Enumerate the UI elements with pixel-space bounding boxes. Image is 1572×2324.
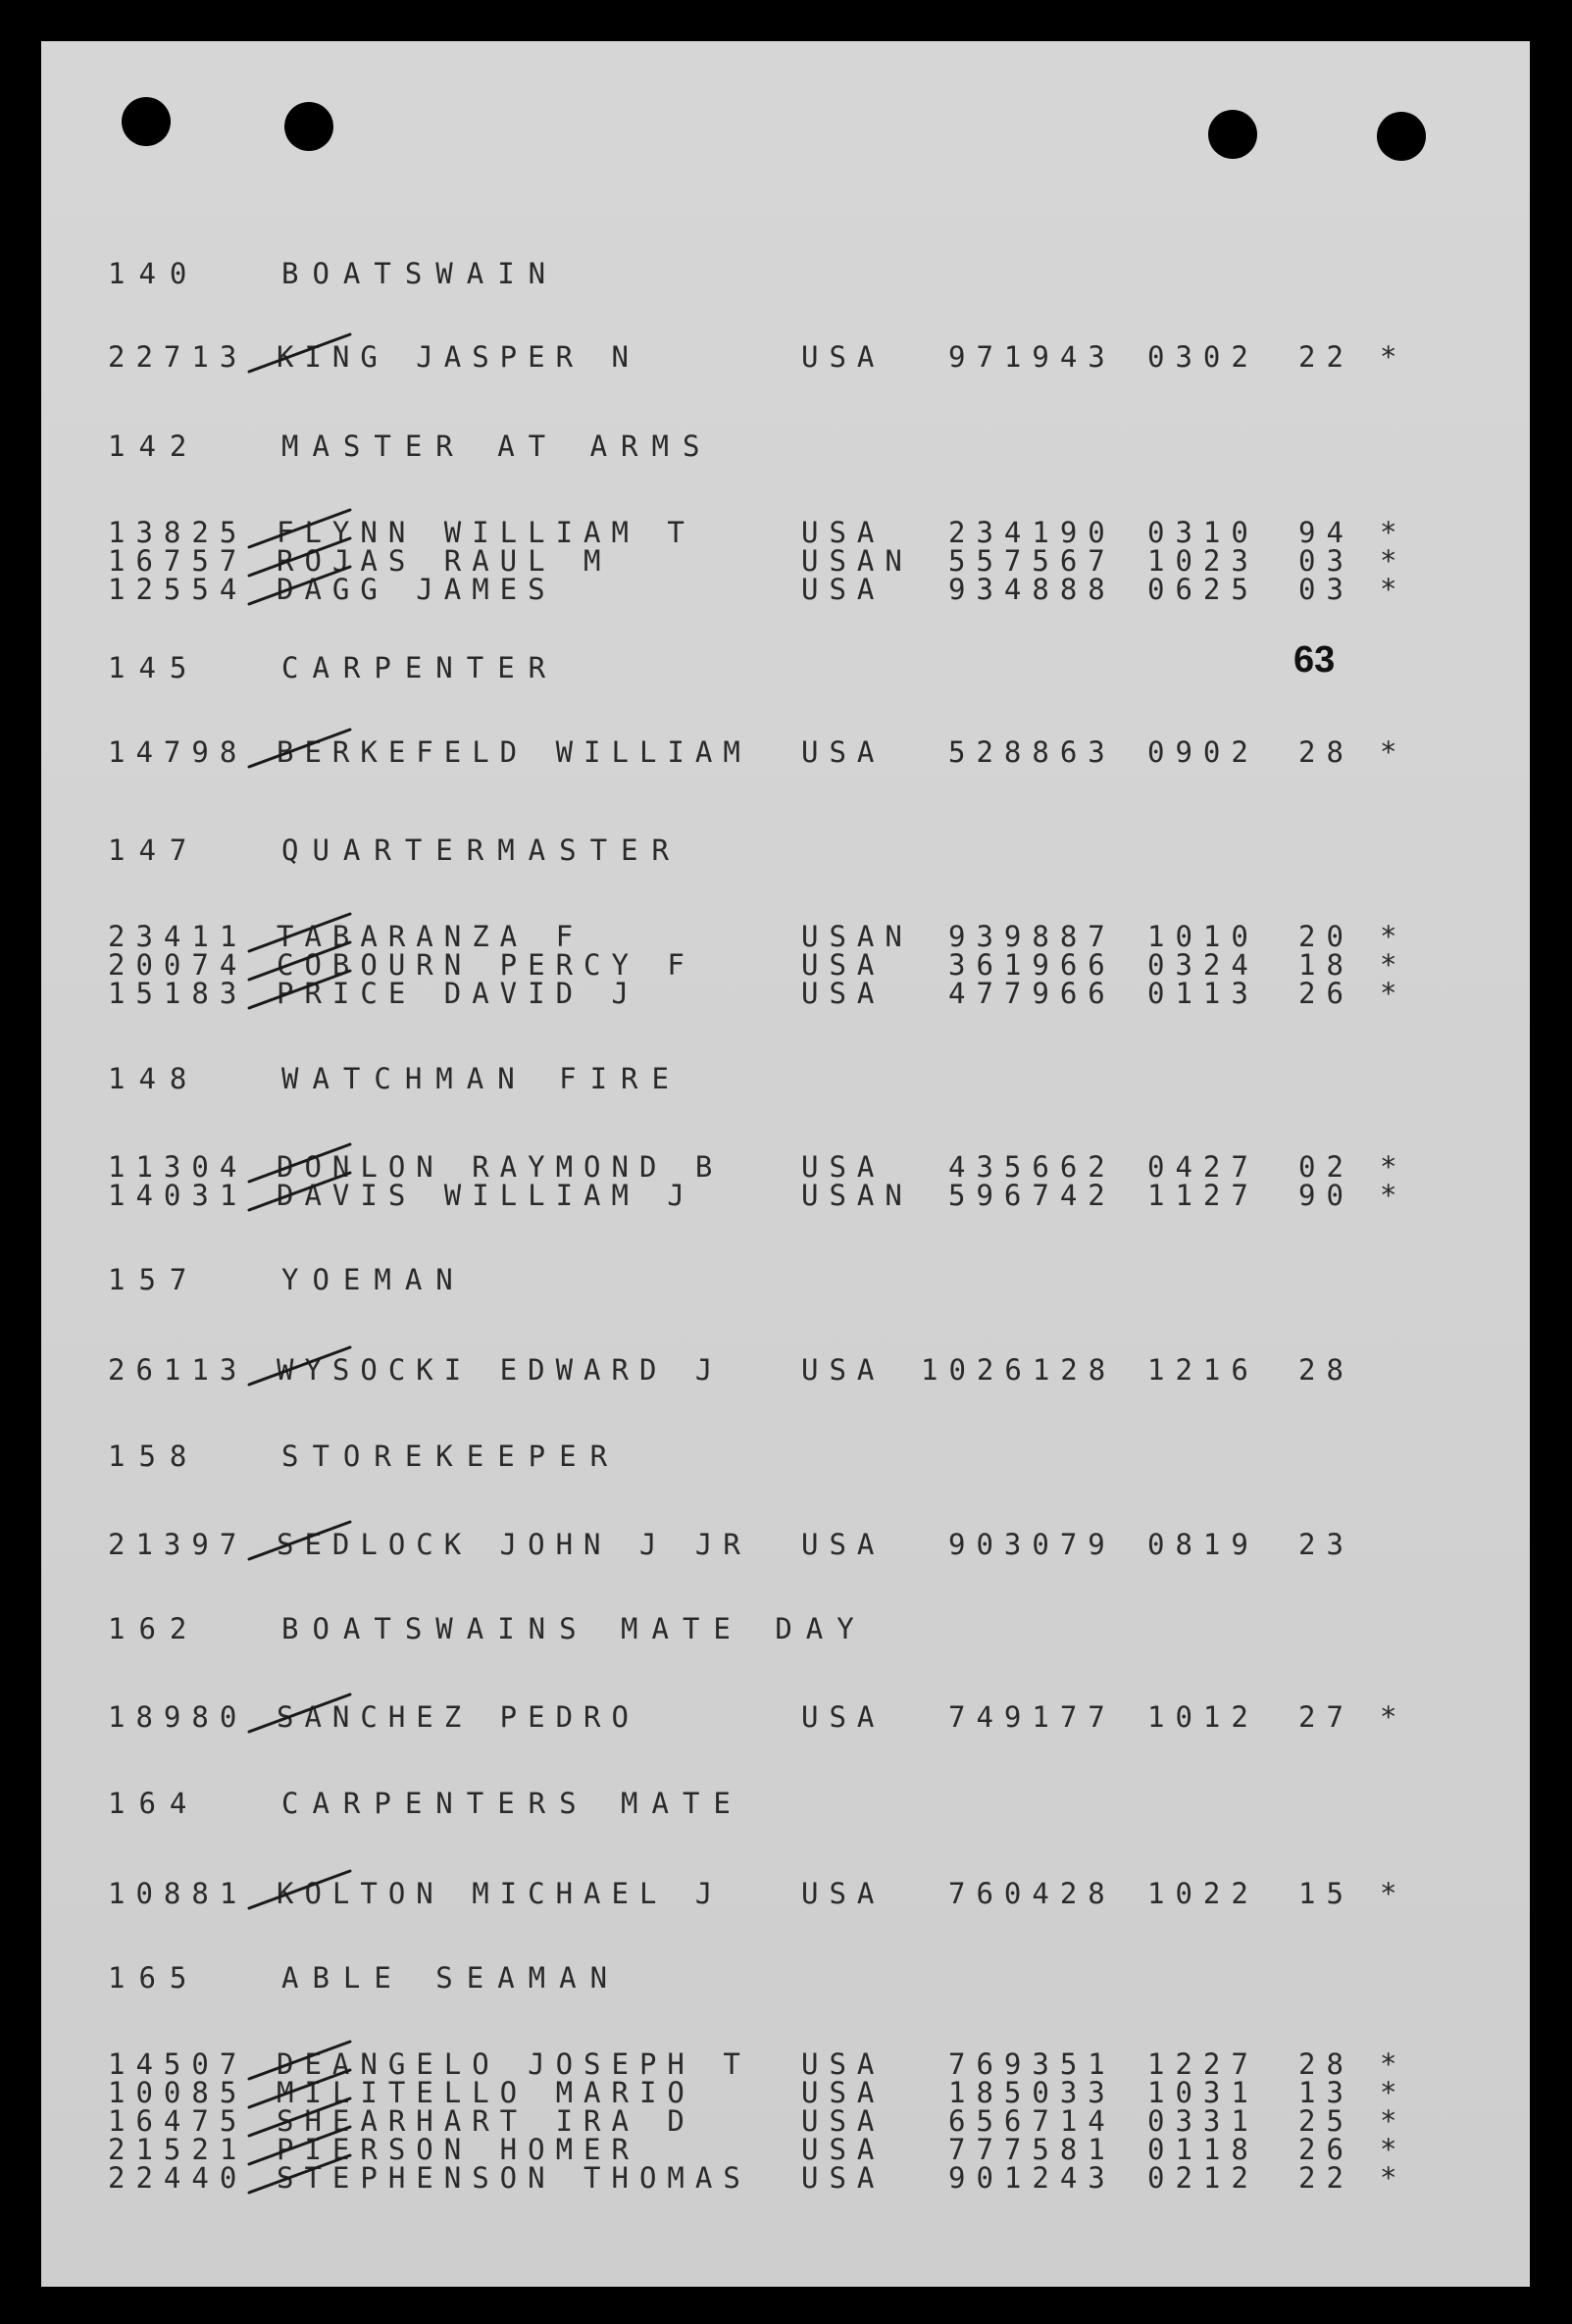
pen-check-mark	[249, 730, 350, 767]
entry-mark: *	[1380, 1150, 1408, 1184]
entry-number: 769351	[948, 2047, 1116, 2081]
pen-check-mark	[249, 1173, 350, 1210]
entry-id: 12554	[108, 573, 248, 606]
entry-age: 27	[1298, 1700, 1354, 1734]
entry-age: 90	[1298, 1179, 1354, 1212]
section-title: YOEMAN	[281, 1263, 467, 1296]
entry-date: 1010	[1147, 920, 1259, 953]
entry-number: 939887	[948, 920, 1116, 953]
entry-number: 185033	[948, 2076, 1116, 2109]
entry-name: SHEARHART IRA D	[277, 2104, 695, 2138]
pen-check-mark	[249, 2127, 350, 2164]
entry-age: 22	[1298, 2161, 1354, 2195]
section-title: QUARTERMASTER	[281, 834, 683, 867]
section-title: ABLE SEAMAN	[281, 1961, 622, 1995]
page-number-stamp: 63	[1293, 639, 1336, 681]
entry-mark: *	[1380, 544, 1408, 578]
entry-age: 28	[1298, 1353, 1354, 1387]
pen-check-mark	[249, 1871, 350, 1908]
entry-id: 26113	[108, 1353, 248, 1387]
entry-number: 1026128	[921, 1353, 1117, 1387]
entry-country: USA	[801, 1150, 886, 1184]
pen-check-mark	[249, 1694, 350, 1732]
entry-age: 20	[1298, 920, 1354, 953]
entry-age: 03	[1298, 573, 1354, 606]
entry-name: DONLON RAYMOND B	[277, 1150, 724, 1184]
entry-age: 22	[1298, 340, 1354, 374]
section-title: MASTER AT ARMS	[281, 429, 714, 463]
entry-country: USA	[801, 948, 886, 982]
entry-country: USAN	[801, 544, 913, 578]
entry-id: 18980	[108, 1700, 248, 1734]
entry-country: USA	[801, 516, 886, 549]
entry-age: 15	[1298, 1877, 1354, 1910]
entry-country: USA	[801, 2104, 886, 2138]
entry-name: SEDLOCK JOHN J JR	[277, 1528, 751, 1561]
entry-date: 0427	[1147, 1150, 1259, 1184]
entry-id: 23411	[108, 920, 248, 953]
entry-date: 0310	[1147, 516, 1259, 549]
entry-date: 1127	[1147, 1179, 1259, 1212]
entry-name: FLYNN WILLIAM T	[277, 516, 695, 549]
entry-date: 0118	[1147, 2133, 1259, 2166]
entry-age: 26	[1298, 977, 1354, 1010]
entry-age: 18	[1298, 948, 1354, 982]
entry-id: 21521	[108, 2133, 248, 2166]
entry-country: USAN	[801, 1179, 913, 1212]
pen-check-mark	[249, 334, 350, 372]
entry-name: TABARANZA F	[277, 920, 584, 953]
entry-id: 22440	[108, 2161, 248, 2195]
entry-name: DEANGELO JOSEPH T	[277, 2047, 751, 2081]
entry-age: 28	[1298, 735, 1354, 769]
entry-id: 14798	[108, 735, 248, 769]
entry-number: 596742	[948, 1179, 1116, 1212]
entry-mark: *	[1380, 2104, 1408, 2138]
pen-check-mark	[249, 2070, 350, 2107]
section-code: 164	[108, 1787, 201, 1820]
section-title: BOATSWAINS MATE DAY	[281, 1612, 868, 1645]
entry-name: BERKEFELD WILLIAM	[277, 735, 751, 769]
section-title: WATCHMAN FIRE	[281, 1062, 683, 1095]
entry-mark: *	[1380, 2076, 1408, 2109]
pen-check-mark	[249, 971, 350, 1008]
section-code: 147	[108, 834, 201, 867]
entry-id: 22713	[108, 340, 248, 374]
pen-check-mark	[249, 510, 350, 547]
document-page	[41, 41, 1530, 2287]
section-code: 162	[108, 1612, 201, 1645]
entry-name: COBOURN PERCY F	[277, 948, 695, 982]
pen-check-mark	[249, 2155, 350, 2193]
entry-age: 23	[1298, 1528, 1354, 1561]
entry-number: 361966	[948, 948, 1116, 982]
entry-number: 477966	[948, 977, 1116, 1010]
entry-age: 26	[1298, 2133, 1354, 2166]
entry-number: 777581	[948, 2133, 1116, 2166]
pen-check-mark	[249, 2098, 350, 2136]
entry-name: PRICE DAVID J	[277, 977, 639, 1010]
entry-country: USA	[801, 1528, 886, 1561]
entry-id: 16757	[108, 544, 248, 578]
entry-id: 15183	[108, 977, 248, 1010]
entry-mark: *	[1380, 948, 1408, 982]
entry-id: 14507	[108, 2047, 248, 2081]
entry-mark: *	[1380, 2133, 1408, 2166]
entry-mark: *	[1380, 1877, 1408, 1910]
entry-country: USA	[801, 1700, 886, 1734]
entry-name: STEPHENSON THOMAS	[277, 2161, 751, 2195]
pen-check-mark	[249, 1347, 350, 1385]
section-title: CARPENTERS MATE	[281, 1787, 744, 1820]
entry-country: USA	[801, 2047, 886, 2081]
entry-age: 28	[1298, 2047, 1354, 2081]
entry-id: 14031	[108, 1179, 248, 1212]
entry-id: 21397	[108, 1528, 248, 1561]
entry-number: 435662	[948, 1150, 1116, 1184]
entry-number: 971943	[948, 340, 1116, 374]
entry-name: WYSOCKI EDWARD J	[277, 1353, 724, 1387]
entry-name: SANCHEZ PEDRO	[277, 1700, 639, 1734]
entry-number: 903079	[948, 1528, 1116, 1561]
pen-check-mark	[249, 1522, 350, 1559]
entry-date: 1227	[1147, 2047, 1259, 2081]
entry-country: USA	[801, 1353, 886, 1387]
entry-number: 760428	[948, 1877, 1116, 1910]
entry-name: PIERSON HOMER	[277, 2133, 639, 2166]
entry-name: KOLTON MICHAEL J	[277, 1877, 724, 1910]
entry-country: USA	[801, 2076, 886, 2109]
entry-country: USA	[801, 2161, 886, 2195]
pen-check-mark	[249, 2042, 350, 2079]
entry-id: 11304	[108, 1150, 248, 1184]
entry-mark: *	[1380, 735, 1408, 769]
entry-name: DAVIS WILLIAM J	[277, 1179, 695, 1212]
section-code: 157	[108, 1263, 201, 1296]
entry-age: 13	[1298, 2076, 1354, 2109]
entry-date: 1216	[1147, 1353, 1259, 1387]
entry-number: 934888	[948, 573, 1116, 606]
entry-date: 0331	[1147, 2104, 1259, 2138]
entry-country: USA	[801, 977, 886, 1010]
section-title: CARPENTER	[281, 651, 560, 684]
section-title: BOATSWAIN	[281, 257, 560, 290]
entry-number: 749177	[948, 1700, 1116, 1734]
entry-id: 13825	[108, 516, 248, 549]
entry-date: 1022	[1147, 1877, 1259, 1910]
entry-mark: *	[1380, 2161, 1408, 2195]
entry-age: 03	[1298, 544, 1354, 578]
entry-id: 10881	[108, 1877, 248, 1910]
entry-number: 234190	[948, 516, 1116, 549]
pen-check-mark	[249, 567, 350, 604]
entry-name: ROJAS RAUL M	[277, 544, 612, 578]
entry-mark: *	[1380, 2047, 1408, 2081]
entry-name: KING JASPER N	[277, 340, 639, 374]
entry-age: 25	[1298, 2104, 1354, 2138]
entry-age: 02	[1298, 1150, 1354, 1184]
entry-date: 0113	[1147, 977, 1259, 1010]
entry-number: 528863	[948, 735, 1116, 769]
entry-country: USA	[801, 735, 886, 769]
entry-mark: *	[1380, 920, 1408, 953]
entry-number: 656714	[948, 2104, 1116, 2138]
entry-mark: *	[1380, 977, 1408, 1010]
entry-date: 1031	[1147, 2076, 1259, 2109]
entry-country: USA	[801, 2133, 886, 2166]
entry-date: 0302	[1147, 340, 1259, 374]
section-code: 145	[108, 651, 201, 684]
entry-date: 0819	[1147, 1528, 1259, 1561]
section-code: 140	[108, 257, 201, 290]
entry-country: USAN	[801, 920, 913, 953]
pen-check-mark	[249, 538, 350, 576]
section-code: 158	[108, 1440, 201, 1473]
entry-id: 20074	[108, 948, 248, 982]
entry-date: 0902	[1147, 735, 1259, 769]
entry-date: 0212	[1147, 2161, 1259, 2195]
entry-date: 0324	[1147, 948, 1259, 982]
section-code: 165	[108, 1961, 201, 1995]
entry-date: 1023	[1147, 544, 1259, 578]
entry-mark: *	[1380, 516, 1408, 549]
entry-mark: *	[1380, 573, 1408, 606]
entry-id: 10085	[108, 2076, 248, 2109]
entry-mark: *	[1380, 1700, 1408, 1734]
entry-id: 16475	[108, 2104, 248, 2138]
entry-date: 1012	[1147, 1700, 1259, 1734]
section-code: 142	[108, 429, 201, 463]
entry-age: 94	[1298, 516, 1354, 549]
section-code: 148	[108, 1062, 201, 1095]
entry-country: USA	[801, 340, 886, 374]
entry-name: DAGG JAMES	[277, 573, 556, 606]
entry-date: 0625	[1147, 573, 1259, 606]
entry-number: 901243	[948, 2161, 1116, 2195]
check-marks	[41, 41, 1530, 2287]
entry-mark: *	[1380, 340, 1408, 374]
pen-check-mark	[249, 914, 350, 951]
pen-check-mark	[249, 1144, 350, 1182]
entry-country: USA	[801, 573, 886, 606]
pen-check-mark	[249, 942, 350, 980]
entry-number: 557567	[948, 544, 1116, 578]
entry-country: USA	[801, 1877, 886, 1910]
section-title: STOREKEEPER	[281, 1440, 622, 1473]
entry-name: MILITELLO MARIO	[277, 2076, 695, 2109]
entry-mark: *	[1380, 1179, 1408, 1212]
